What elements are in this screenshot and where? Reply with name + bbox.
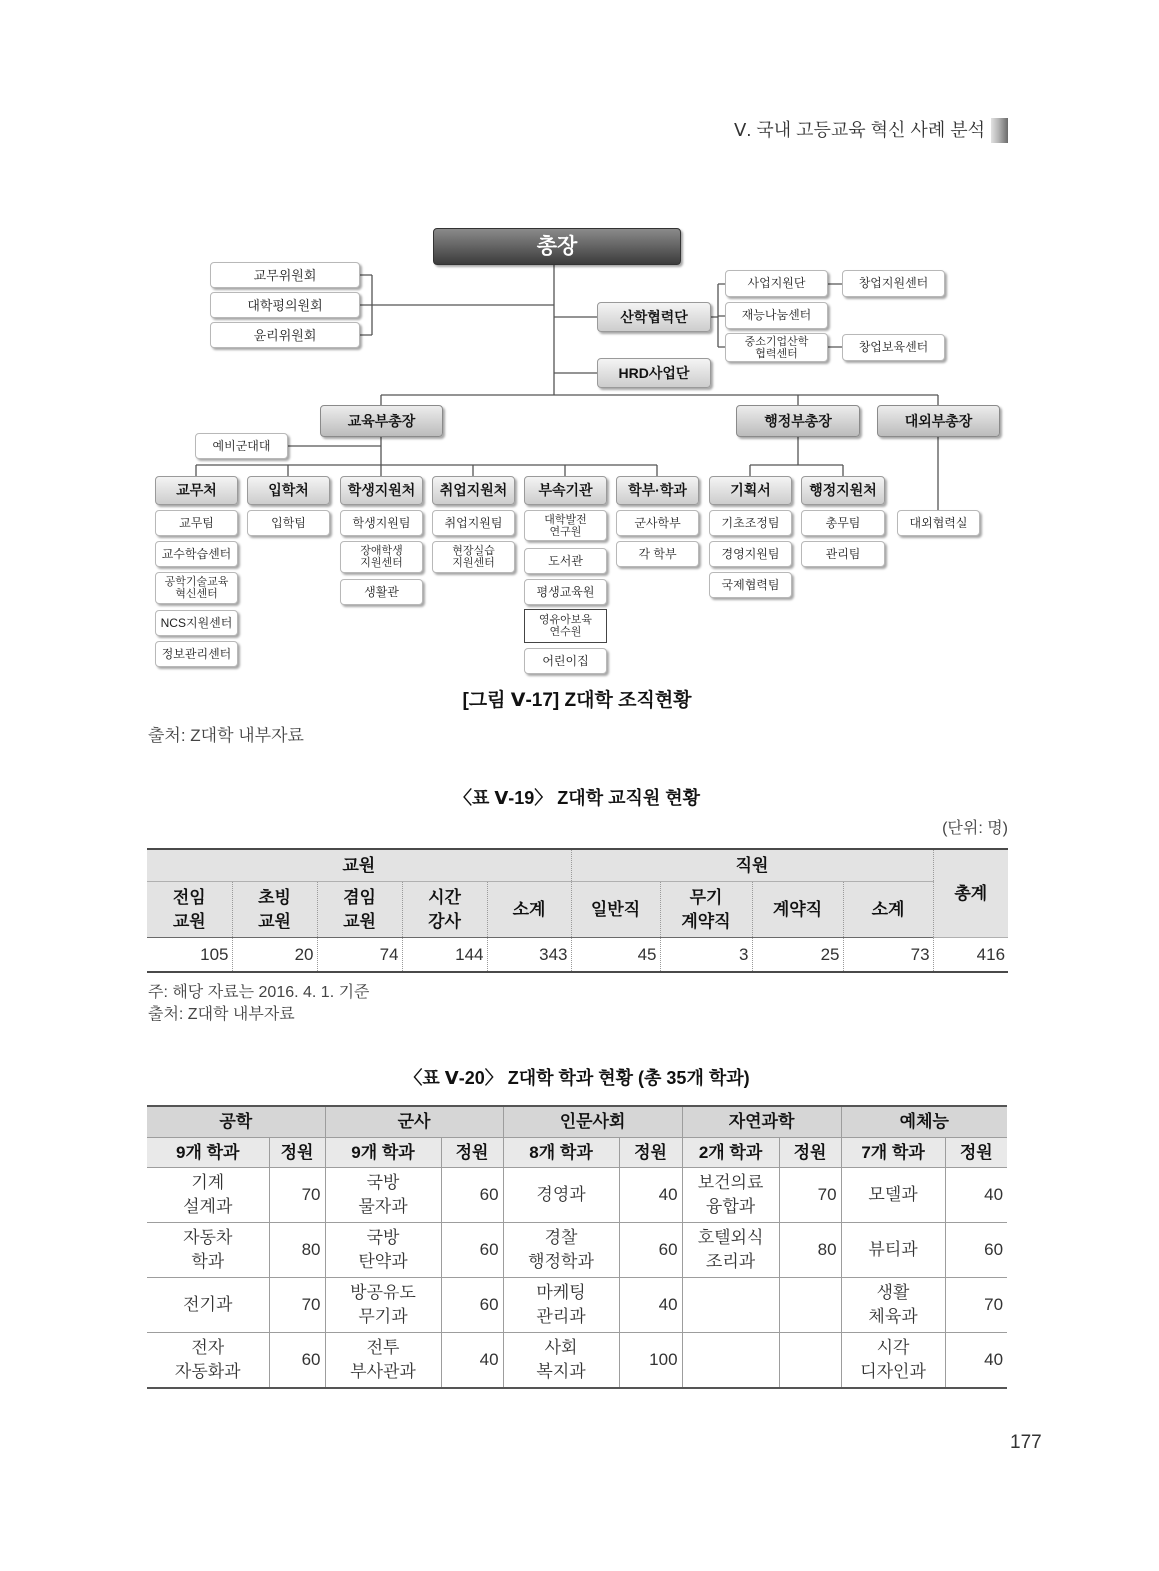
table-cell: 모델과 xyxy=(841,1168,945,1223)
table-cell: 뷰티과 xyxy=(841,1223,945,1278)
org-box-unit: 취업지원팀 xyxy=(432,510,515,536)
table-cell: 70 xyxy=(945,1278,1007,1333)
staff-table-title: 〈표 Ⅴ-19〉 Z대학 교직원 현황 xyxy=(453,788,701,808)
org-box-division: 교무처 xyxy=(155,476,238,505)
table-cell: 3 xyxy=(660,938,752,973)
table-cell: 생활 체육과 xyxy=(841,1278,945,1333)
org-box-unit: 평생교육원 xyxy=(524,579,607,605)
column-header: 정원 xyxy=(945,1138,1007,1168)
column-header: 정원 xyxy=(619,1138,682,1168)
org-box-reserve-battalion: 예비군대대 xyxy=(195,433,288,459)
table-cell: 전기과 xyxy=(147,1278,269,1333)
chapter-title: Ⅴ. 국내 고등교육 혁신 사례 분석 xyxy=(734,120,985,140)
table-cell: 시각 디자인과 xyxy=(841,1333,945,1389)
table-cell xyxy=(682,1278,779,1333)
table-cell: 60 xyxy=(441,1223,503,1278)
table-cell: 전자 자동화과 xyxy=(147,1333,269,1389)
table-cell: 45 xyxy=(571,938,660,973)
org-box-unit: 도서관 xyxy=(524,548,607,574)
table-cell: 60 xyxy=(441,1168,503,1223)
column-header: 소계 xyxy=(487,882,571,938)
org-box-unit: 총무팀 xyxy=(801,510,885,536)
org-box-vice-president-admin: 행정부총장 xyxy=(736,405,860,437)
table-row xyxy=(147,938,1008,973)
org-box-division: 취업지원처 xyxy=(432,476,515,505)
table-cell: 경찰 행정학과 xyxy=(503,1223,619,1278)
org-box-unit: 입학팀 xyxy=(247,510,330,536)
table-cell: 40 xyxy=(945,1168,1007,1223)
table-cell: 40 xyxy=(619,1168,682,1223)
table-cell: 144 xyxy=(402,938,487,973)
table-cell: 70 xyxy=(269,1168,325,1223)
table-cell: 60 xyxy=(441,1278,503,1333)
table-row xyxy=(147,1168,1007,1223)
table-cell: 70 xyxy=(269,1278,325,1333)
org-box-vice-president-external: 대외부총장 xyxy=(877,405,1000,437)
org-box-hrd: HRD사업단 xyxy=(597,358,711,388)
table-row xyxy=(147,1223,1007,1278)
org-box-committee: 교무위원회 xyxy=(210,262,360,288)
table-cell: 기계 설계과 xyxy=(147,1168,269,1223)
org-box-unit: 군사학부 xyxy=(616,510,699,536)
table-cell: 사회 복지과 xyxy=(503,1333,619,1389)
column-header: 9개 학과 xyxy=(147,1138,269,1168)
table-cell: 73 xyxy=(843,938,933,973)
org-box-unit: 국제협력팀 xyxy=(709,572,792,598)
vice-president-bar xyxy=(381,395,938,405)
staff-table-note: 주: 해당 자료는 2016. 4. 1. 기준 xyxy=(148,984,370,1001)
column-group-header: 공학 xyxy=(147,1106,325,1138)
table-cell: 전투 부사관과 xyxy=(325,1333,441,1389)
table-cell: 60 xyxy=(945,1223,1007,1278)
org-box-unit: 공학기술교육 혁신센터 xyxy=(155,572,238,604)
column-header: 8개 학과 xyxy=(503,1138,619,1168)
dept-table-title: 〈표 Ⅴ-20〉 Z대학 학과 현황 (총 35개 학과) xyxy=(404,1068,750,1088)
org-box-division: 부속기관 xyxy=(524,476,607,505)
org-box-division: 학부·학과 xyxy=(616,476,699,505)
column-group-header: 예체능 xyxy=(841,1106,1007,1138)
column-header-total: 총계 xyxy=(933,849,1008,938)
org-box-unit: 어린이집 xyxy=(524,648,607,674)
org-box-unit: 영유아보육 연수원 xyxy=(524,609,607,643)
column-header: 일반직 xyxy=(571,882,660,938)
table-cell: 343 xyxy=(487,938,571,973)
org-box-committee: 윤리위원회 xyxy=(210,322,360,348)
table-cell: 70 xyxy=(779,1168,841,1223)
table-cell: 74 xyxy=(317,938,402,973)
org-box-division: 입학처 xyxy=(247,476,330,505)
table-cell: 방공유도 무기과 xyxy=(325,1278,441,1333)
org-box-division: 기획서 xyxy=(709,476,792,505)
org-box-unit: 학생지원팀 xyxy=(340,510,423,536)
dept-table xyxy=(147,1105,1007,1389)
org-box-committee: 대학평의원회 xyxy=(210,292,360,318)
table-cell: 105 xyxy=(200,944,229,964)
org-box-division: 행정지원처 xyxy=(801,476,885,505)
column-group-header: 자연과학 xyxy=(682,1106,841,1138)
org-box-vice-president-academic: 교육부총장 xyxy=(320,405,443,437)
table-row xyxy=(147,1278,1007,1333)
org-box-unit: NCS지원센터 xyxy=(155,610,238,636)
table-cell xyxy=(779,1333,841,1389)
org-box-unit: 관리팀 xyxy=(801,541,885,567)
column-header: 정원 xyxy=(441,1138,503,1168)
table-cell: 40 xyxy=(441,1333,503,1389)
column-group-header: 교원 xyxy=(147,849,571,882)
column-header: 정원 xyxy=(269,1138,325,1168)
column-header: 무기 계약직 xyxy=(660,882,752,938)
column-header: 정원 xyxy=(779,1138,841,1168)
table-cell: 호텔외식 조리과 xyxy=(682,1223,779,1278)
org-box-unit: 교무팀 xyxy=(155,510,238,536)
org-box-president: 총장 xyxy=(433,228,681,265)
figure-source: 출처: Z대학 내부자료 xyxy=(148,726,304,745)
column-group-header: 인문사회 xyxy=(503,1106,682,1138)
column-header: 소계 xyxy=(843,882,933,938)
table-cell: 경영과 xyxy=(503,1168,619,1223)
table-cell: 보건의료 융합과 xyxy=(682,1168,779,1223)
table-cell: 40 xyxy=(619,1278,682,1333)
column-header: 9개 학과 xyxy=(325,1138,441,1168)
org-box-unit: 대학발전 연구원 xyxy=(524,510,607,541)
column-header: 겸임 교원 xyxy=(317,882,402,938)
org-box-startup-unit: 창업지원센터 xyxy=(842,270,945,297)
column-group-header: 직원 xyxy=(571,849,933,882)
table-cell: 80 xyxy=(269,1223,325,1278)
org-box-industry-unit: 사업지원단 xyxy=(725,270,828,297)
table-cell: 60 xyxy=(269,1333,325,1389)
org-box-unit: 대외협력실 xyxy=(897,510,980,536)
column-header: 2개 학과 xyxy=(682,1138,779,1168)
column-group-header: 군사 xyxy=(325,1106,503,1138)
org-box-unit: 경영지원팀 xyxy=(709,541,792,567)
table-cell xyxy=(779,1278,841,1333)
staff-table-unit: (단위: 명) xyxy=(942,820,1008,837)
figure-caption: [그림 Ⅴ-17] Z대학 조직현황 xyxy=(462,690,692,711)
admin-vp-connector xyxy=(750,437,843,476)
org-box-unit: 장애학생 지원센터 xyxy=(340,541,423,573)
table-cell xyxy=(682,1333,779,1389)
table-cell: 자동차 학과 xyxy=(147,1223,269,1278)
org-box-unit: 교수학습센터 xyxy=(155,541,238,567)
org-box-unit: 기초조정팀 xyxy=(709,510,792,536)
table-row xyxy=(147,1333,1007,1389)
table-cell: 20 xyxy=(232,938,317,973)
org-box-unit: 각 학부 xyxy=(616,541,699,567)
staff-table xyxy=(147,848,1008,973)
column-header: 시간 강사 xyxy=(402,882,487,938)
staff-table-source: 출처: Z대학 내부자료 xyxy=(148,1006,295,1023)
committee-connector xyxy=(360,275,554,335)
org-box-industry-unit: 중소기업산학 협력센터 xyxy=(725,333,828,362)
org-box-unit: 현장실습 지원센터 xyxy=(432,541,515,573)
page-number: 177 xyxy=(1010,1432,1042,1453)
org-box-industry-cooperation: 산학협력단 xyxy=(597,302,711,332)
org-box-division: 학생지원처 xyxy=(340,476,423,505)
org-box-unit: 생활관 xyxy=(340,579,423,605)
table-cell: 416 xyxy=(933,938,1008,973)
column-header: 7개 학과 xyxy=(841,1138,945,1168)
table-cell: 25 xyxy=(752,938,843,973)
table-cell: 40 xyxy=(945,1333,1007,1389)
column-header: 계약직 xyxy=(752,882,843,938)
table-cell: 60 xyxy=(619,1223,682,1278)
table-cell: 국방 탄약과 xyxy=(325,1223,441,1278)
table-cell: 80 xyxy=(779,1223,841,1278)
column-header: 전임 교원 xyxy=(147,882,232,938)
org-box-unit: 정보관리센터 xyxy=(155,641,238,667)
table-cell: 마케팅 관리과 xyxy=(503,1278,619,1333)
industry-hrd-connector xyxy=(554,317,597,373)
table-cell: 100 xyxy=(619,1333,682,1389)
org-box-startup-unit: 창업보육센터 xyxy=(842,334,945,361)
org-box-industry-unit: 재능나눔센터 xyxy=(725,302,828,329)
table-cell: 국방 물자과 xyxy=(325,1168,441,1223)
column-header: 초빙 교원 xyxy=(232,882,317,938)
